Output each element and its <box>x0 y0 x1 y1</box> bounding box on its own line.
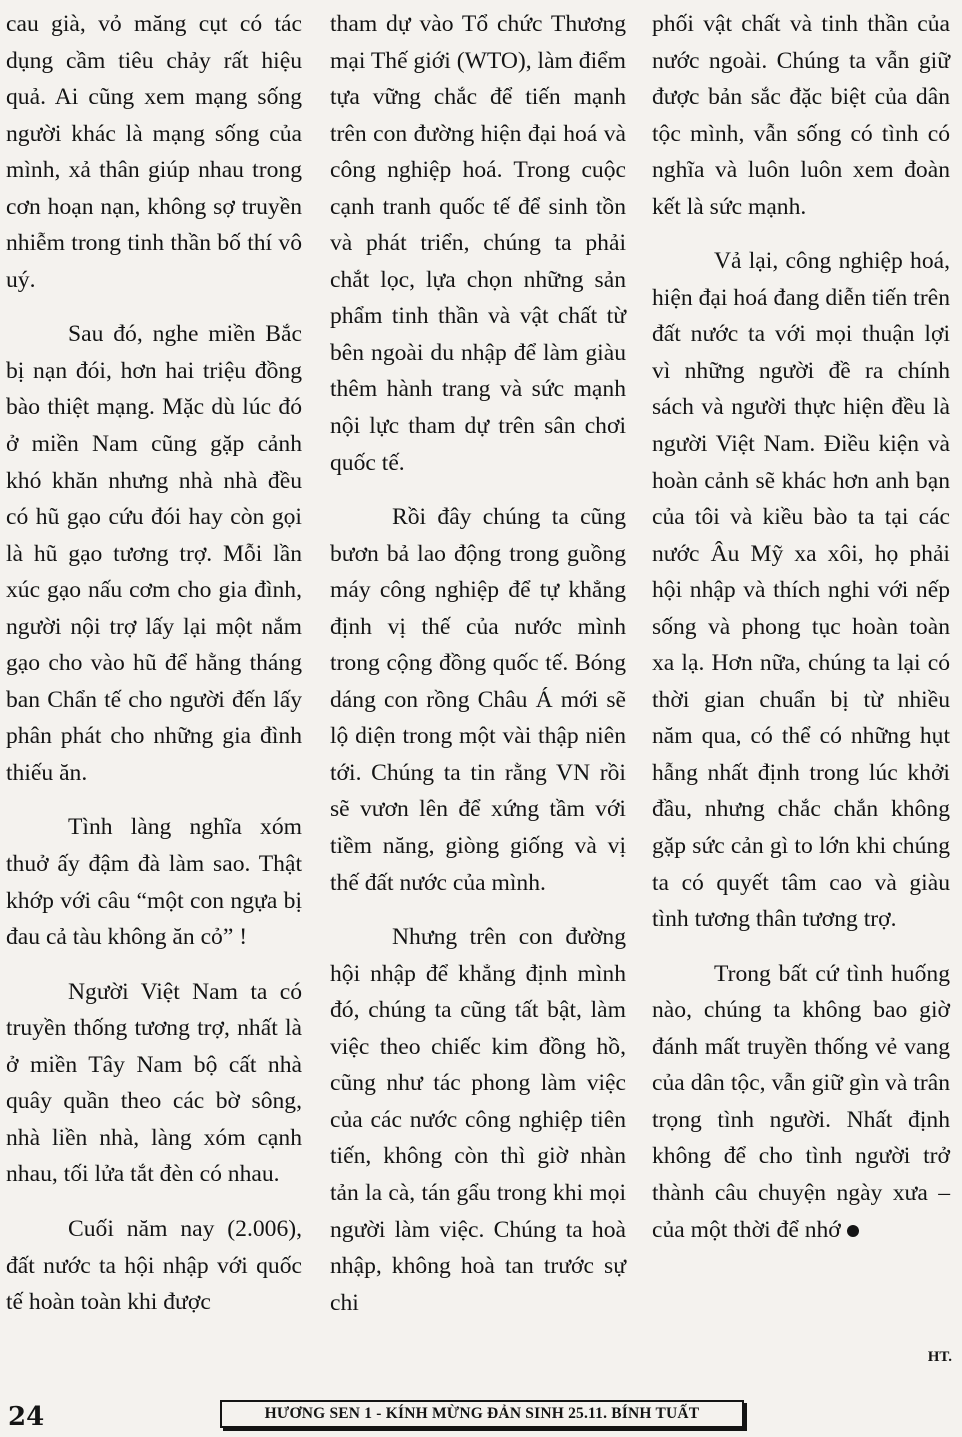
paragraph: Rồi đây chúng ta cũng bươn bả lao động trong guồng máy công nghiệp để tự khẳng định vị thế của nước mình trong cộng đồng quốc tế. Bóng dáng con rồng Châu Á mới sẽ lộ diện trong một vài thập niên tới. Chúng ta tin rằng VN rồi sẽ vươn lên để xứng tầm với tiềm năng, giòng giống và vị thế đất nước của mình. <box>330 504 626 896</box>
author-signature: HT. <box>927 1349 952 1365</box>
article-column-1 <box>6 6 302 1321</box>
footer-banner <box>220 1400 744 1428</box>
article-column-2 <box>330 6 626 1321</box>
article-column-3 <box>652 6 950 1248</box>
paragraph: Tình làng nghĩa xóm thuở ấy đậm đà làm sao. Thật khớp với câu “một con ngựa bị đau cả tàu không ăn cỏ” ! <box>6 814 302 951</box>
paragraph: cau già, vỏ măng cụt có tác dụng cầm tiêu chảy rất hiệu quả. Ai cũng xem mạng sống người khác là mạng sống của mình, xả thân giúp nhau trong cơn hoạn nạn, không sợ truyền nhiễm trong tinh thần bố thí vô uý. <box>6 11 302 293</box>
paragraph: Vả lại, công nghiệp hoá, hiện đại hoá đang diễn tiến trên đất nước ta với mọi thuận lợi vì những người đề ra chính sách và người thực hiện đều là người Việt Nam. Điều kiện và hoàn cảnh sẽ khác hơn anh bạn của tôi và kiều bào ta tại các nước Âu Mỹ xa xôi, họ phải hội nhập và thích nghi với nếp sống và phong tục hoàn toàn xa lạ. Hơn nữa, chúng ta lại có thời gian chuẩn bị từ nhiều năm qua, có thể có những hụt hẫng nhất định trong lúc khởi đầu, nhưng chắc chắn không gặp sức cản gì to lớn khi chúng ta có quyết tâm cao và giàu tình tương thân tương trợ. <box>652 248 950 933</box>
page-number: 24 <box>8 1402 45 1432</box>
paragraph: Sau đó, nghe miền Bắc bị nạn đói, hơn hai triệu đồng bào thiệt mạng. Mặc dù lúc đó ở miền Nam cũng gặp cảnh khó khăn nhưng nhà nhà đều có hũ gạo cứu đói hay còn gọi là hũ gạo tương trợ. Mỗi lần xúc gạo nấu cơm cho gia đình, người nội trợ lấy lại một nắm gạo cho vào hũ để hằng tháng ban Chẩn tế cho người đến lấy phân phát cho những gia đình thiếu ăn. <box>6 321 302 786</box>
paragraph: Người Việt Nam ta có truyền thống tương trợ, nhất là ở miền Tây Nam bộ cất nhà quây quần theo các bờ sông, nhà liền nhà, làng xóm cạnh nhau, tối lửa tắt đèn có nhau. <box>6 978 302 1188</box>
paragraph: Nhưng trên con đường hội nhập để khẳng định mình đó, chúng ta cũng tất bật, làm việc theo chiếc kim đồng hồ, cũng như tác phong làm việc của các nước công nghiệp tiên tiến, không còn thì giờ nhàn tản la cà, tán gẩu trong khi mọi người làm việc. Chúng ta hoà nhập, không hoà tan trước sự chi <box>330 924 626 1316</box>
footer-banner-text: HƯƠNG SEN 1 - KÍNH MỪNG ĐẢN SINH 25.11. BÍNH TUẤT <box>264 1405 700 1422</box>
bullet-icon <box>847 1225 859 1237</box>
paragraph: tham dự vào Tổ chức Thương mại Thế giới (WTO), làm điểm tựa vững chắc để tiến mạnh trên con đường hiện đại hoá và công nghiệp hoá. Trong cuộc cạnh tranh quốc tế để sinh tồn và phát triển, chúng ta phải chắt lọc, lựa chọn những sản phẩm tinh thần và vật chất từ bên ngoài du nhập để làm giàu thêm hành trang và sức mạnh nội lực tham dự trên sân chơi quốc tế. <box>330 11 626 476</box>
paragraph-final <box>652 956 950 1248</box>
paragraph: phối vật chất và tinh thần của nước ngoài. Chúng ta vẫn giữ được bản sắc đặc biệt của dân tộc mình, vẫn sống có tình có nghĩa và luôn luôn xem đoàn kết là sức mạnh. <box>652 11 950 220</box>
paragraph: Cuối năm nay (2.006), đất nước ta hội nhập với quốc tế hoàn toàn khi được <box>6 1215 302 1316</box>
paragraph-text: Trong bất cứ tình huống nào, chúng ta không bao giờ đánh mất truyền thống vẻ vang của dân tộc, vẫn giữ gìn và trân trọng tình người. Nhất định không để cho tình người trở thành câu chuyện ngày xưa – của một thời để nhớ <box>652 960 950 1243</box>
